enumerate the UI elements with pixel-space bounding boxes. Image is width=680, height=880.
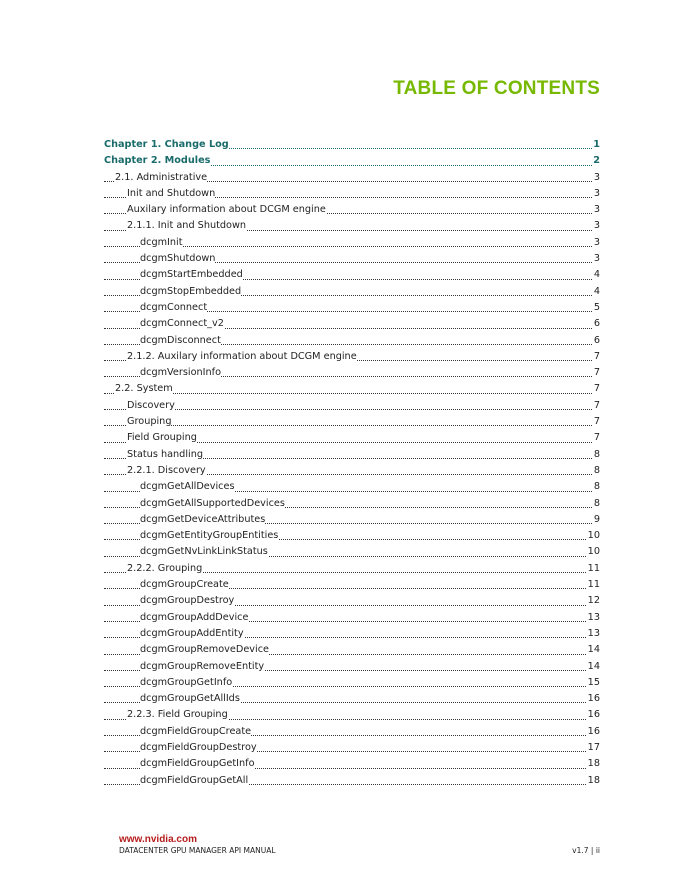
toc-entry-page: 6 [593, 333, 600, 349]
toc-entry-label: Field Grouping [127, 432, 197, 444]
toc-entry[interactable] [104, 642, 600, 658]
toc-dot-leader [104, 408, 600, 410]
toc-entry[interactable] [104, 479, 600, 495]
toc-entry-page: 6 [593, 316, 600, 332]
toc-entry[interactable] [104, 773, 600, 789]
toc-entry[interactable] [104, 593, 600, 609]
page-title: TABLE OF CONTENTS [393, 78, 600, 99]
toc-entry-label: dcgmStartEmbedded [140, 269, 243, 281]
toc-entry-page: 18 [587, 773, 600, 789]
toc-entry[interactable] [104, 186, 600, 202]
toc-entry[interactable] [104, 333, 600, 349]
toc-entry-page: 16 [587, 707, 600, 723]
toc-entry[interactable] [104, 170, 600, 186]
toc-entry[interactable] [104, 707, 600, 723]
toc-entry-page: 7 [593, 430, 600, 446]
toc-entry-page: 4 [593, 267, 600, 283]
toc-entry-page: 12 [587, 593, 600, 609]
toc-entry-page: 8 [593, 463, 600, 479]
toc-entry[interactable] [104, 398, 600, 414]
toc-entry-page: 7 [593, 381, 600, 397]
toc-entry[interactable] [104, 544, 600, 560]
toc-entry[interactable] [104, 577, 600, 593]
toc-entry-label: dcgmGetNvLinkLinkStatus [140, 546, 268, 558]
toc-entry-page: 8 [593, 479, 600, 495]
toc-entry-page: 14 [587, 642, 600, 658]
footer-url[interactable]: www.nvidia.com [119, 834, 197, 845]
toc-entry-page: 3 [593, 218, 600, 234]
toc-entry-label: dcgmGroupCreate [140, 579, 229, 591]
toc-entry-label: 2.2.2. Grouping [127, 562, 203, 574]
toc-entry-label: 2.2. System [115, 383, 173, 395]
toc-entry-page: 14 [587, 659, 600, 675]
toc-entry-label: dcgmGroupRemoveDevice [140, 644, 269, 656]
toc-entry-label: dcgmGetAllSupportedDevices [140, 497, 285, 509]
toc-entry-label: dcgmFieldGroupCreate [140, 725, 252, 737]
toc-entry-page: 13 [587, 626, 600, 642]
toc-entry-label: dcgmVersionInfo [140, 367, 222, 379]
toc-entry-page: 4 [593, 284, 600, 300]
toc-entry-label: dcgmGroupRemoveEntity [140, 660, 265, 672]
toc-entry[interactable] [104, 561, 600, 577]
toc-entry[interactable] [104, 202, 600, 218]
toc-entry[interactable] [104, 414, 600, 430]
toc-entry-label: dcgmInit [140, 236, 183, 248]
toc-entry[interactable] [104, 496, 600, 512]
toc-entry[interactable] [104, 528, 600, 544]
toc-entry-label: dcgmStopEmbedded [140, 285, 242, 297]
toc-entry[interactable] [104, 267, 600, 283]
toc-entry-label: Auxilary information about DCGM engine [127, 204, 326, 216]
toc-entry-label: dcgmShutdown [140, 253, 216, 265]
toc-entry[interactable] [104, 691, 600, 707]
toc-entry-page: 7 [593, 414, 600, 430]
toc-entry-page: 3 [593, 251, 600, 267]
toc-entry-page: 16 [587, 724, 600, 740]
toc-dot-leader [104, 424, 600, 426]
toc-entry[interactable] [104, 740, 600, 756]
toc-entry-page: 17 [587, 740, 600, 756]
footer-manual-title: DATACENTER GPU MANAGER API MANUAL [119, 846, 276, 855]
toc-entry-page: 18 [587, 756, 600, 772]
toc-entry[interactable] [104, 675, 600, 691]
toc-entry-page: 10 [587, 544, 600, 560]
toc-entry[interactable] [104, 659, 600, 675]
toc-entry-page: 3 [593, 235, 600, 251]
toc-entry-page: 8 [593, 447, 600, 463]
toc-entry-label: Chapter 2. Modules [104, 155, 211, 167]
toc-entry-label: dcgmGetAllDevices [140, 481, 235, 493]
toc-entry-page: 3 [593, 170, 600, 186]
toc-entry[interactable] [104, 430, 600, 446]
toc-entry[interactable] [104, 724, 600, 740]
table-of-contents [104, 137, 600, 789]
toc-entry[interactable] [104, 218, 600, 234]
toc-entry[interactable] [104, 610, 600, 626]
toc-entry-page: 3 [593, 186, 600, 202]
toc-entry-page: 16 [587, 691, 600, 707]
footer-version: v1.7 | ii [572, 846, 600, 855]
toc-entry-page: 9 [593, 512, 600, 528]
toc-entry-page: 13 [587, 610, 600, 626]
toc-entry[interactable] [104, 235, 600, 251]
toc-chapter-entry[interactable] [104, 153, 600, 169]
toc-entry-page: 5 [593, 300, 600, 316]
toc-entry[interactable] [104, 251, 600, 267]
toc-entry-label: dcgmGroupDestroy [140, 595, 235, 607]
toc-entry[interactable] [104, 447, 600, 463]
toc-entry-label: dcgmGroupAddEntity [140, 627, 244, 639]
toc-entry[interactable] [104, 756, 600, 772]
toc-entry[interactable] [104, 512, 600, 528]
toc-entry[interactable] [104, 365, 600, 381]
toc-entry-label: dcgmFieldGroupGetAll [140, 774, 249, 786]
toc-entry-label: dcgmGetEntityGroupEntities [140, 530, 279, 542]
toc-dot-leader [104, 392, 600, 394]
toc-entry-label: Chapter 1. Change Log [104, 139, 229, 150]
toc-entry[interactable] [104, 300, 600, 316]
toc-entry-page: 3 [593, 202, 600, 218]
toc-entry-page: 8 [593, 496, 600, 512]
toc-entry-page: 1 [592, 137, 600, 153]
toc-entry[interactable] [104, 349, 600, 365]
toc-entry-page: 7 [593, 365, 600, 381]
toc-entry-label: dcgmFieldGroupDestroy [140, 741, 257, 753]
toc-entry-page: 15 [587, 675, 600, 691]
toc-entry-label: 2.1.1. Init and Shutdown [127, 220, 247, 232]
toc-entry[interactable] [104, 626, 600, 642]
toc-entry[interactable] [104, 284, 600, 300]
toc-entry-label: Status handling [127, 448, 203, 460]
toc-entry-label: Discovery [127, 399, 175, 411]
toc-entry[interactable] [104, 463, 600, 479]
toc-entry-label: dcgmConnect_v2 [140, 318, 224, 330]
toc-entry-label: dcgmConnect [140, 301, 208, 313]
toc-entry-label: dcgmGetDeviceAttributes [140, 513, 266, 525]
toc-entry-label: dcgmGroupGetInfo [140, 676, 233, 688]
toc-entry-page: 11 [587, 561, 600, 577]
toc-entry-label: 2.2.1. Discovery [127, 464, 206, 476]
toc-entry[interactable] [104, 316, 600, 332]
toc-entry-label: 2.1.2. Auxilary information about DCGM engine [127, 350, 357, 362]
toc-entry-label: dcgmFieldGroupGetInfo [140, 758, 255, 770]
toc-entry-label: Grouping [127, 416, 172, 428]
toc-entry-page: 7 [593, 398, 600, 414]
toc-entry-page: 11 [587, 577, 600, 593]
toc-entry-label: 2.2.3. Field Grouping [127, 709, 228, 721]
toc-entry-page: 7 [593, 349, 600, 365]
toc-entry[interactable] [104, 381, 600, 397]
toc-entry-label: dcgmGroupGetAllIds [140, 693, 240, 705]
toc-chapter-entry[interactable] [104, 137, 600, 153]
toc-entry-page: 10 [587, 528, 600, 544]
toc-entry-label: 2.1. Administrative [115, 171, 208, 183]
toc-entry-label: dcgmGroupAddDevice [140, 611, 249, 623]
toc-entry-page: 2 [592, 153, 600, 169]
toc-entry-label: Init and Shutdown [127, 187, 216, 199]
toc-entry-label: dcgmDisconnect [140, 334, 221, 346]
